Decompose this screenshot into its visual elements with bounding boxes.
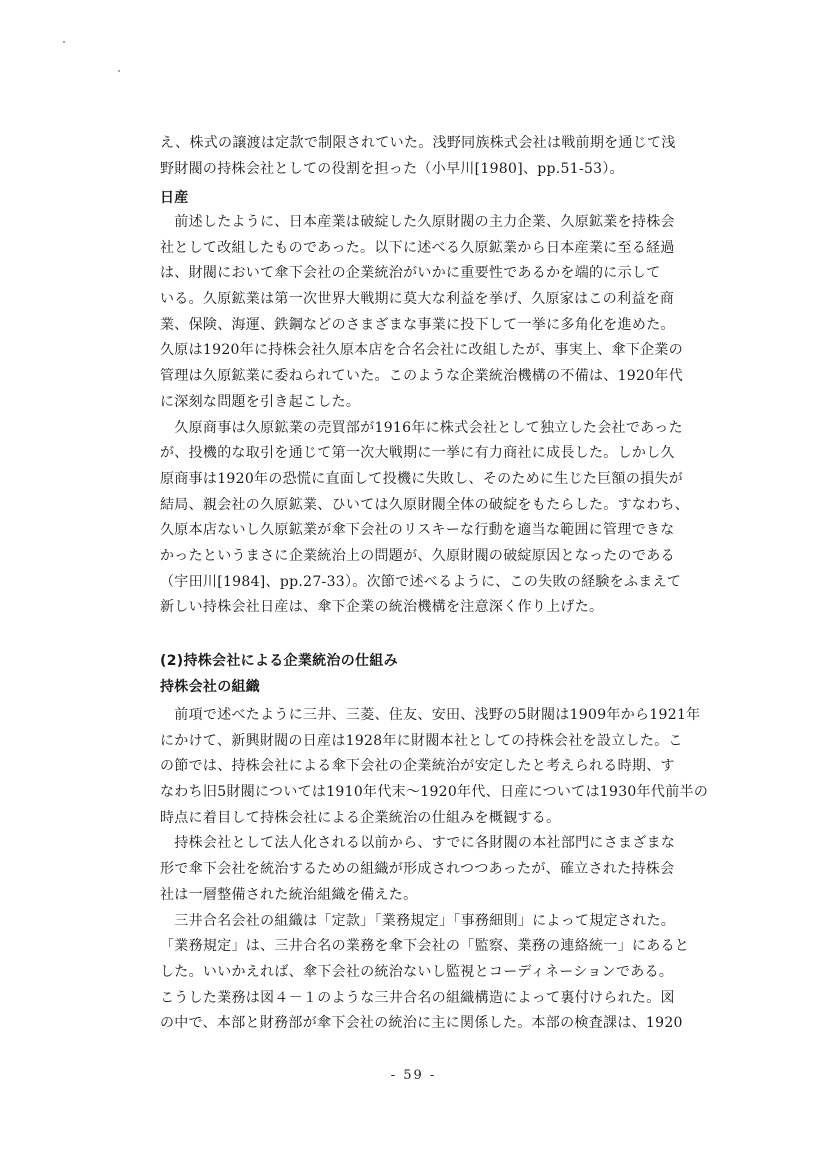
text-line: 持株会社として法人化される以前から、すでに各財閥の本社部門にさまざまな xyxy=(160,835,676,852)
section-heading xyxy=(160,649,722,675)
text-line: 久原は1920年に持株会社久原本店を合名会社に改組したが、事実上、傘下企業の xyxy=(160,342,684,359)
text-line: いる。久原鉱業は第一次世界大戦期に莫大な利益を挙げ、久原家はこの利益を商 xyxy=(160,291,675,308)
text-line: 社として改組したものであった。以下に述べる久原鉱業から日本産業に至る経過 xyxy=(160,239,675,256)
text-line: 「業務規定」は、三井合名の業務を傘下会社の「監察、業務の連絡統一」にあると xyxy=(160,938,690,955)
text-line: 久原本店ないし久原鉱業が傘下会社のリスキーな行動を適当な範囲に管理できな xyxy=(160,522,675,539)
subheading-text: 持株会社の組織 xyxy=(160,679,261,695)
text-line: 社は一層整備された統治組織を備えた。 xyxy=(160,886,418,903)
text-line: 久原商事は久原鉱業の売買部が1916年に株式会社として独立した会社であった xyxy=(160,419,683,436)
text-line: にかけて、新興財閥の日産は1928年に財閥本社としての持株会社を設立した。こ xyxy=(160,732,683,749)
text-line: 野財閥の持株会社としての役割を担った（小早川[1980]、pp.51-53）。 xyxy=(160,160,624,177)
text-line: 前項で述べたように三井、三菱、住友、安田、浅野の5財閥は1909年から1921年 xyxy=(160,707,701,723)
subsection-heading-nissan xyxy=(160,186,722,212)
text-line: 管理は久原鉱業に委ねられていた。このような企業統治機構の不備は、1920年代 xyxy=(160,368,684,385)
text-line: の節では、持株会社による傘下会社の企業統治が安定したと考えられる時期、す xyxy=(160,758,675,775)
text-line: した。いいかえれば、傘下会社の統治ないし監視とコーディネーションである。 xyxy=(160,963,674,980)
text-line: なわち旧5財閥については1910年代末～1920年代、日産については1930年代前半の xyxy=(160,784,709,801)
text-line: 原商事は1920年の恐慌に直面して投機に失敗し、そのために生じた巨額の損失が xyxy=(160,470,684,487)
text-line: 形で傘下会社を統治するための組織が形成されつつあったが、確立された持株会 xyxy=(160,861,675,878)
text-line: 時点に着目して持株会社による企業統治の仕組みを概観する。 xyxy=(160,809,561,826)
paragraph-continuation xyxy=(160,131,722,182)
text-line: （宇田川[1984]、pp.27-33）。次節で述べるように、この失敗の経験をふまえて xyxy=(160,573,682,590)
section-heading-text: (2)持株会社による企業統治の仕組み xyxy=(160,653,398,669)
paragraphs-holding-company xyxy=(160,703,722,1037)
text-line: 業、保険、海運、鉄鋼などのさまざまな事業に投下して一挙に多角化を進めた。 xyxy=(160,316,675,333)
subsection-heading-organization xyxy=(160,675,722,701)
paragraphs-nissan xyxy=(160,210,722,621)
text-line: え、株式の譲渡は定款で制限されていた。浅野同族株式会社は戦前期を通じて浅 xyxy=(160,135,676,151)
text-line: の中で、本部と財務部が傘下会社の統治に主に関係した。本部の検査課は、1920 xyxy=(160,1015,683,1032)
text-line: 前述したように、日本産業は破綻した久原財閥の主力企業、久原鉱業を持株会 xyxy=(160,214,675,230)
text-line: 三井合名会社の組織は「定款」「業務規定」「事務細則」によって規定された。 xyxy=(160,912,676,929)
text-line: かったというまさに企業統治上の問題が、久原財閥の破綻原因となったのである xyxy=(160,547,675,564)
heading-text: 日産 xyxy=(160,190,189,206)
text-line: が、投機的な取引を通じて第一次大戦期に一挙に有力商社に成長した。しかし久 xyxy=(160,445,675,462)
text-line: に深刻な問題を引き起こした。 xyxy=(160,393,361,410)
text-line: 新しい持株会社日産は、傘下企業の統治機構を注意深く作り上げた。 xyxy=(160,599,604,616)
text-line: こうした業務は図４－１のような三井合名の組織構造によって裏付けられた。図 xyxy=(160,989,675,1006)
page-number: - 59 - xyxy=(390,1068,437,1083)
text-line: 結局、親会社の久原鉱業、ひいては久原財閥全体の破綻をもたらした。すなわち、 xyxy=(160,496,690,513)
text-line: は、財閥において傘下会社の企業統治がいかに重要性であるかを端的に示して xyxy=(160,265,661,282)
scan-speck xyxy=(63,41,65,43)
scan-speck xyxy=(118,70,120,72)
